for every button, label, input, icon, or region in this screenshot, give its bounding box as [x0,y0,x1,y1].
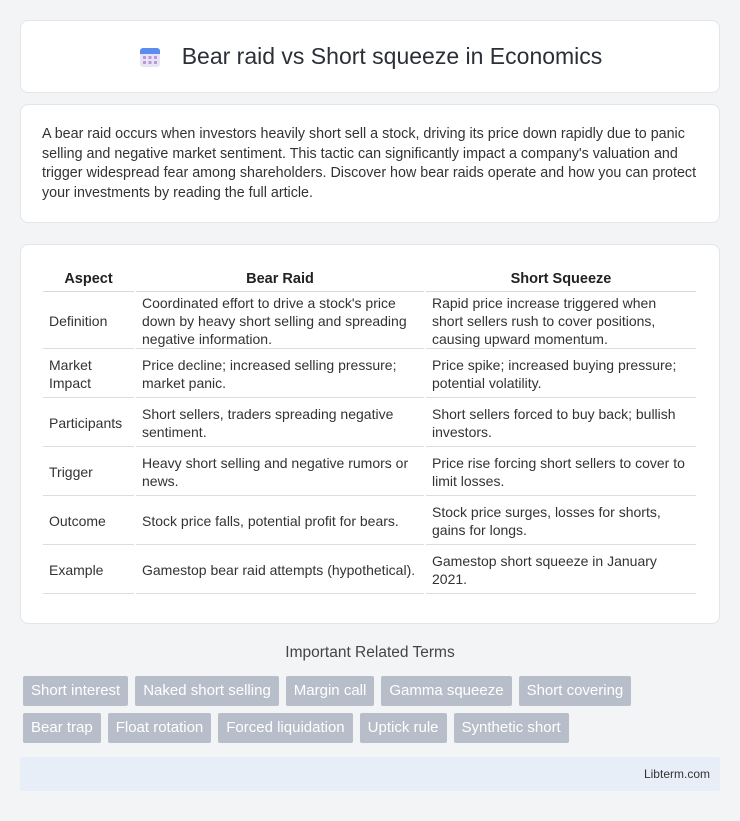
cell-bear-raid: Short sellers, traders spreading negative sentiment. [136,400,424,447]
related-terms-title: Important Related Terms [285,644,455,661]
header-aspect: Aspect [43,267,134,292]
tag-row [23,676,723,706]
header-card [20,20,720,93]
intro-text: A bear raid occurs when investors heavily short sell a stock, driving its price down rapidly due to panic selling and negative market sentiment. This tactic can significantly impact a company's valuation and trigger widespread fear among shareholders. Discover how bear raids operate and how you can protect your investments by reading the full article. [42,126,697,201]
cell-bear-raid: Stock price falls, potential profit for bears. [136,498,424,545]
tag-short-covering[interactable]: Short covering [519,676,632,706]
cell-aspect: Example [43,547,134,594]
comparison-card [20,244,720,624]
calendar-icon [138,45,162,69]
table-row [43,400,696,447]
table-row [43,294,696,349]
header-short-squeeze: Short Squeeze [426,267,696,292]
cell-aspect: Trigger [43,449,134,496]
cell-short-squeeze: Rapid price increase triggered when short sellers rush to cover positions, causing upward momentum. [426,294,696,349]
related-terms-tags [23,676,723,750]
tag-synthetic-short[interactable]: Synthetic short [454,713,569,743]
table-row [43,449,696,496]
tag-row [23,713,723,743]
cell-bear-raid: Price decline; increased selling pressure; market panic. [136,351,424,398]
table-header-row [43,267,696,292]
header-bear-raid: Bear Raid [136,267,424,292]
tag-uptick-rule[interactable]: Uptick rule [360,713,447,743]
tag-float-rotation[interactable]: Float rotation [108,713,212,743]
tag-gamma-squeeze[interactable]: Gamma squeeze [381,676,511,706]
cell-short-squeeze: Short sellers forced to buy back; bullish investors. [426,400,696,447]
footer-site-link[interactable]: Libterm.com [643,767,710,781]
cell-bear-raid: Coordinated effort to drive a stock's price down by heavy short selling and spreading negative information. [136,294,424,349]
tag-short-interest[interactable]: Short interest [23,676,128,706]
page-title: Bear raid vs Short squeeze in Economics [181,43,603,69]
comparison-table [41,265,698,596]
cell-short-squeeze: Price spike; increased buying pressure; potential volatility. [426,351,696,398]
cell-aspect: Outcome [43,498,134,545]
cell-short-squeeze: Gamestop short squeeze in January 2021. [426,547,696,594]
cell-aspect: Participants [43,400,134,447]
cell-bear-raid: Gamestop bear raid attempts (hypothetical). [136,547,424,594]
tag-forced-liquidation[interactable]: Forced liquidation [218,713,352,743]
footer [20,757,720,791]
table-row [43,498,696,545]
cell-aspect: Market Impact [43,351,134,398]
intro-card [20,104,720,223]
cell-short-squeeze: Price rise forcing short sellers to cover to limit losses. [426,449,696,496]
tag-margin-call[interactable]: Margin call [286,676,375,706]
cell-short-squeeze: Stock price surges, losses for shorts, gains for longs. [426,498,696,545]
tag-bear-trap[interactable]: Bear trap [23,713,101,743]
tag-naked-short-selling[interactable]: Naked short selling [135,676,279,706]
cell-aspect: Definition [43,294,134,349]
table-row [43,351,696,398]
cell-bear-raid: Heavy short selling and negative rumors or news. [136,449,424,496]
table-row [43,547,696,594]
